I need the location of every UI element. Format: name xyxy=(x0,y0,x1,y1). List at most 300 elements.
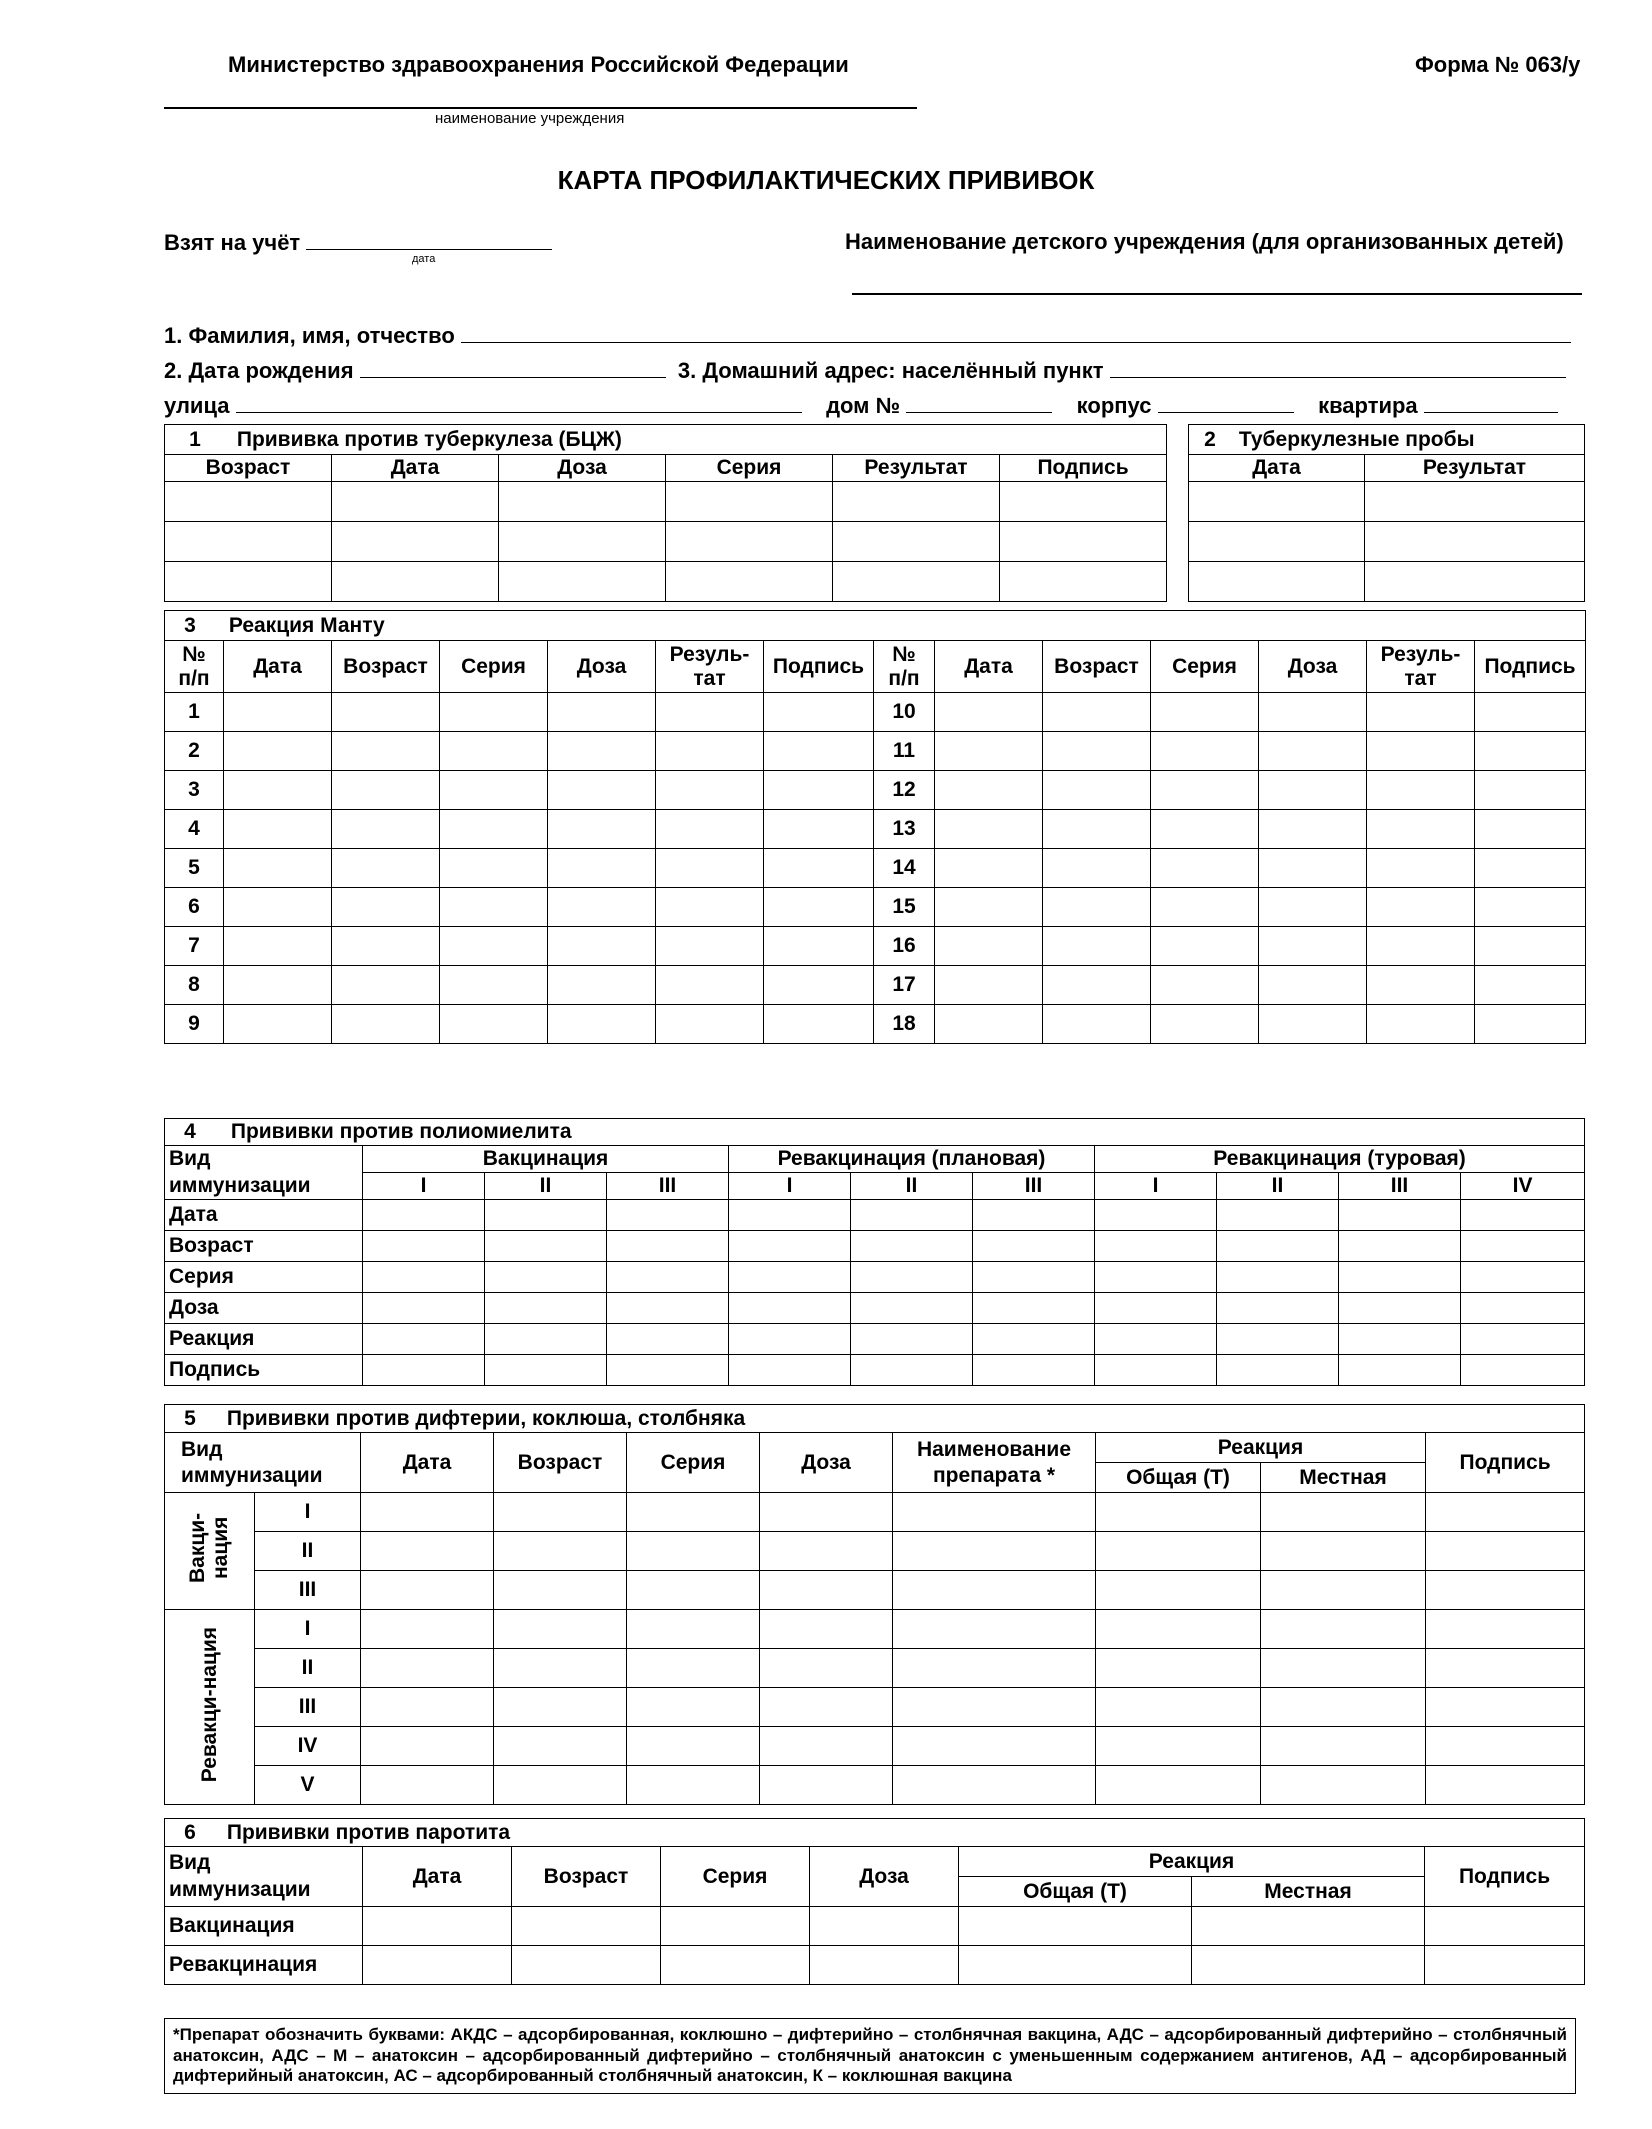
table-cell[interactable] xyxy=(1367,849,1475,888)
apt-input[interactable] xyxy=(1424,392,1558,413)
table-cell[interactable] xyxy=(363,1293,485,1324)
table-cell[interactable] xyxy=(729,1262,851,1293)
table-cell[interactable] xyxy=(224,732,332,771)
table-cell[interactable] xyxy=(760,1727,893,1766)
table-cell[interactable] xyxy=(494,1688,627,1727)
table-cell[interactable] xyxy=(548,888,656,927)
table-cell[interactable] xyxy=(607,1293,729,1324)
table-cell[interactable] xyxy=(1189,482,1365,522)
table-cell[interactable] xyxy=(1367,693,1475,732)
table-cell[interactable] xyxy=(1461,1324,1585,1355)
table-cell[interactable] xyxy=(1043,849,1151,888)
table-cell[interactable] xyxy=(656,693,764,732)
table-cell[interactable] xyxy=(1043,732,1151,771)
table-cell[interactable] xyxy=(485,1355,607,1386)
table-cell[interactable] xyxy=(764,888,874,927)
table-cell[interactable] xyxy=(1043,966,1151,1005)
table-cell[interactable] xyxy=(666,482,833,522)
table-cell[interactable] xyxy=(1259,810,1367,849)
table-cell[interactable] xyxy=(548,810,656,849)
table-cell[interactable] xyxy=(224,771,332,810)
table-cell[interactable] xyxy=(494,1727,627,1766)
table-cell[interactable] xyxy=(1095,1324,1217,1355)
table-cell[interactable] xyxy=(1096,1688,1261,1727)
table-cell[interactable] xyxy=(893,1571,1096,1610)
table-cell[interactable] xyxy=(1339,1293,1461,1324)
column-header: Серия xyxy=(440,641,548,693)
table-cell[interactable] xyxy=(851,1200,973,1231)
table-cell[interactable] xyxy=(729,1231,851,1262)
table-cell[interactable] xyxy=(1475,1005,1586,1044)
block-input[interactable] xyxy=(1158,392,1294,413)
table-cell[interactable] xyxy=(810,1907,959,1946)
table-cell[interactable] xyxy=(1367,810,1475,849)
table-cell[interactable] xyxy=(627,1688,760,1727)
table-cell[interactable] xyxy=(1261,1610,1426,1649)
table-cell[interactable] xyxy=(1475,732,1586,771)
settlement-input[interactable] xyxy=(1110,357,1566,378)
table-cell[interactable] xyxy=(494,1610,627,1649)
table-cell[interactable] xyxy=(764,771,874,810)
table-cell[interactable] xyxy=(1095,1355,1217,1386)
table-cell[interactable] xyxy=(764,849,874,888)
fio-input[interactable] xyxy=(461,322,1571,343)
table-cell[interactable] xyxy=(1367,1005,1475,1044)
table-cell[interactable] xyxy=(1339,1200,1461,1231)
table-cell[interactable] xyxy=(361,1727,494,1766)
table-cell[interactable] xyxy=(332,522,499,562)
kind-header xyxy=(165,1433,361,1493)
table-cell[interactable] xyxy=(1096,1493,1261,1532)
table-cell[interactable] xyxy=(656,810,764,849)
column-header: Серия xyxy=(1151,641,1259,693)
table-cell[interactable] xyxy=(1261,1571,1426,1610)
table-cell[interactable] xyxy=(1151,693,1259,732)
table-cell[interactable] xyxy=(627,1649,760,1688)
table-cell[interactable] xyxy=(1259,693,1367,732)
table-cell[interactable] xyxy=(973,1293,1095,1324)
table-cell[interactable] xyxy=(1367,771,1475,810)
table-cell[interactable] xyxy=(1095,1231,1217,1262)
table-cell[interactable] xyxy=(224,927,332,966)
table-cell[interactable] xyxy=(1096,1610,1261,1649)
table-cell[interactable] xyxy=(1339,1262,1461,1293)
table-cell[interactable] xyxy=(1367,888,1475,927)
table-cell[interactable] xyxy=(851,1355,973,1386)
table-cell[interactable] xyxy=(1096,1532,1261,1571)
table-cell[interactable] xyxy=(729,1293,851,1324)
table-cell[interactable] xyxy=(361,1649,494,1688)
table-cell[interactable] xyxy=(810,1946,959,1985)
table-cell[interactable] xyxy=(760,1571,893,1610)
table-cell[interactable] xyxy=(361,1493,494,1532)
table-cell[interactable] xyxy=(1043,1005,1151,1044)
table-cell[interactable] xyxy=(935,771,1043,810)
table-cell[interactable] xyxy=(440,1005,548,1044)
table-cell[interactable] xyxy=(1217,1262,1339,1293)
table-cell[interactable] xyxy=(656,888,764,927)
table-cell[interactable] xyxy=(764,927,874,966)
table-cell[interactable] xyxy=(607,1355,729,1386)
table-cell[interactable] xyxy=(851,1324,973,1355)
table-cell[interactable] xyxy=(760,1649,893,1688)
table-cell[interactable] xyxy=(833,522,1000,562)
table-cell[interactable] xyxy=(893,1532,1096,1571)
table-cell[interactable] xyxy=(494,1532,627,1571)
table-cell[interactable] xyxy=(764,966,874,1005)
table-cell[interactable] xyxy=(656,849,764,888)
mumps-table xyxy=(164,1818,1585,1985)
table-cell[interactable] xyxy=(512,1907,661,1946)
birth-date-input[interactable] xyxy=(360,357,666,378)
table-cell[interactable] xyxy=(1475,927,1586,966)
table-cell[interactable] xyxy=(1339,1324,1461,1355)
table-cell[interactable] xyxy=(332,810,440,849)
table-cell[interactable] xyxy=(1365,562,1585,602)
table-cell[interactable] xyxy=(332,849,440,888)
table-cell[interactable] xyxy=(1367,966,1475,1005)
table-cell[interactable] xyxy=(1095,1200,1217,1231)
table-cell[interactable] xyxy=(363,1200,485,1231)
table-cell[interactable] xyxy=(1339,1355,1461,1386)
table-cell[interactable] xyxy=(1426,1532,1585,1571)
table-cell[interactable] xyxy=(363,1324,485,1355)
table-cell[interactable] xyxy=(1461,1293,1585,1324)
table-cell[interactable] xyxy=(656,966,764,1005)
table-cell[interactable] xyxy=(332,732,440,771)
column-header: Доза xyxy=(1259,641,1367,693)
table-cell[interactable] xyxy=(485,1324,607,1355)
table-cell[interactable] xyxy=(851,1231,973,1262)
table-cell[interactable] xyxy=(729,1200,851,1231)
table-cell[interactable] xyxy=(607,1200,729,1231)
table-cell[interactable] xyxy=(973,1200,1095,1231)
table-cell[interactable] xyxy=(361,1610,494,1649)
institution-line[interactable] xyxy=(164,107,917,109)
table-cell[interactable] xyxy=(1365,482,1585,522)
table-cell[interactable] xyxy=(1000,482,1167,522)
table-cell[interactable] xyxy=(627,1727,760,1766)
table-cell[interactable] xyxy=(165,522,332,562)
table-cell[interactable] xyxy=(332,927,440,966)
table-cell[interactable] xyxy=(1096,1571,1261,1610)
table-cell[interactable] xyxy=(973,1355,1095,1386)
table-cell[interactable] xyxy=(440,771,548,810)
table-cell[interactable] xyxy=(1367,927,1475,966)
table-cell[interactable] xyxy=(1259,888,1367,927)
table-cell[interactable] xyxy=(973,1324,1095,1355)
table-cell[interactable] xyxy=(1192,1907,1425,1946)
table-cell[interactable] xyxy=(361,1571,494,1610)
table-cell[interactable] xyxy=(1217,1200,1339,1231)
table-cell[interactable] xyxy=(332,966,440,1005)
table-cell[interactable] xyxy=(1259,771,1367,810)
table-cell[interactable] xyxy=(363,1946,512,1985)
roman-row-label: I xyxy=(255,1610,361,1649)
table-cell[interactable] xyxy=(627,1766,760,1805)
table-cell[interactable] xyxy=(1096,1766,1261,1805)
table-cell[interactable] xyxy=(1426,1649,1585,1688)
table-cell[interactable] xyxy=(1261,1727,1426,1766)
table-cell[interactable] xyxy=(1192,1946,1425,1985)
table-cell[interactable] xyxy=(363,1355,485,1386)
kids-institution-input[interactable] xyxy=(852,293,1582,295)
table-cell[interactable] xyxy=(1259,849,1367,888)
table-cell[interactable] xyxy=(1475,888,1586,927)
table-cell[interactable] xyxy=(760,1493,893,1532)
table-row xyxy=(165,1571,1585,1610)
table-cell[interactable] xyxy=(656,732,764,771)
table-cell[interactable] xyxy=(363,1907,512,1946)
table-cell[interactable] xyxy=(363,1231,485,1262)
table-cell[interactable] xyxy=(224,810,332,849)
number-column-header xyxy=(874,641,935,693)
table-cell[interactable] xyxy=(332,482,499,522)
table-cell[interactable] xyxy=(165,482,332,522)
table-cell[interactable] xyxy=(1217,1355,1339,1386)
table-cell[interactable] xyxy=(1043,927,1151,966)
roman-row-label: III xyxy=(255,1688,361,1727)
table-cell[interactable] xyxy=(1259,732,1367,771)
table-cell[interactable] xyxy=(224,693,332,732)
table-cell[interactable] xyxy=(1217,1293,1339,1324)
table-cell[interactable] xyxy=(1261,1532,1426,1571)
table-cell[interactable] xyxy=(1043,810,1151,849)
table-cell[interactable] xyxy=(1367,732,1475,771)
row-number: 15 xyxy=(874,888,935,927)
table-cell[interactable] xyxy=(499,522,666,562)
table-cell[interactable] xyxy=(973,1231,1095,1262)
table-cell[interactable] xyxy=(1339,1231,1461,1262)
table-cell[interactable] xyxy=(607,1231,729,1262)
table-cell[interactable] xyxy=(627,1610,760,1649)
table-cell[interactable] xyxy=(935,810,1043,849)
table-cell[interactable] xyxy=(548,732,656,771)
table-cell[interactable] xyxy=(440,732,548,771)
table-cell[interactable] xyxy=(973,1262,1095,1293)
table-cell[interactable] xyxy=(485,1231,607,1262)
table-cell[interactable] xyxy=(1095,1293,1217,1324)
table-cell[interactable] xyxy=(893,1493,1096,1532)
table-cell[interactable] xyxy=(1461,1355,1585,1386)
table-cell[interactable] xyxy=(548,771,656,810)
table-cell[interactable] xyxy=(361,1532,494,1571)
table-cell[interactable] xyxy=(760,1532,893,1571)
table-cell[interactable] xyxy=(1043,771,1151,810)
table-cell[interactable] xyxy=(893,1649,1096,1688)
table-cell[interactable] xyxy=(548,966,656,1005)
table-cell[interactable] xyxy=(1475,966,1586,1005)
table-cell[interactable] xyxy=(440,927,548,966)
table-cell[interactable] xyxy=(1217,1324,1339,1355)
table-cell[interactable] xyxy=(485,1262,607,1293)
table-cell[interactable] xyxy=(935,927,1043,966)
table-cell[interactable] xyxy=(1096,1727,1261,1766)
table-cell[interactable] xyxy=(1426,1610,1585,1649)
table-cell[interactable] xyxy=(1189,562,1365,602)
table-cell[interactable] xyxy=(1259,927,1367,966)
table-cell[interactable] xyxy=(851,1293,973,1324)
table-cell[interactable] xyxy=(764,732,874,771)
table-cell[interactable] xyxy=(1261,1493,1426,1532)
table-cell[interactable] xyxy=(440,888,548,927)
table-cell[interactable] xyxy=(627,1571,760,1610)
table-cell[interactable] xyxy=(1151,927,1259,966)
table-cell[interactable] xyxy=(893,1727,1096,1766)
table-cell[interactable] xyxy=(764,810,874,849)
table-cell[interactable] xyxy=(494,1493,627,1532)
table-cell[interactable] xyxy=(1261,1649,1426,1688)
table-cell[interactable] xyxy=(332,562,499,602)
table-cell[interactable] xyxy=(1096,1649,1261,1688)
table-cell[interactable] xyxy=(1043,693,1151,732)
table-cell[interactable] xyxy=(1151,771,1259,810)
registered-date-input[interactable] xyxy=(306,229,552,250)
table-cell[interactable] xyxy=(1259,1005,1367,1044)
table-cell[interactable] xyxy=(332,888,440,927)
table-cell[interactable] xyxy=(935,966,1043,1005)
table-cell[interactable] xyxy=(440,849,548,888)
table-cell[interactable] xyxy=(666,522,833,562)
house-input[interactable] xyxy=(906,392,1052,413)
table-cell[interactable] xyxy=(1426,1766,1585,1805)
table-cell[interactable] xyxy=(764,1005,874,1044)
table-cell[interactable] xyxy=(1475,810,1586,849)
table-cell[interactable] xyxy=(1425,1907,1585,1946)
table-cell[interactable] xyxy=(1461,1262,1585,1293)
table-cell[interactable] xyxy=(1461,1231,1585,1262)
table-cell[interactable] xyxy=(224,849,332,888)
table-cell[interactable] xyxy=(729,1355,851,1386)
table-cell[interactable] xyxy=(935,849,1043,888)
roman-subheader: IV xyxy=(1461,1173,1585,1200)
table-cell[interactable] xyxy=(1475,693,1586,732)
table-cell[interactable] xyxy=(440,810,548,849)
table-cell[interactable] xyxy=(607,1262,729,1293)
table-cell[interactable] xyxy=(935,1005,1043,1044)
table-cell[interactable] xyxy=(666,562,833,602)
table-cell[interactable] xyxy=(1261,1688,1426,1727)
table-cell[interactable] xyxy=(764,693,874,732)
street-input[interactable] xyxy=(236,392,802,413)
table-cell[interactable] xyxy=(1425,1946,1585,1985)
table-cell[interactable] xyxy=(959,1907,1192,1946)
table-cell[interactable] xyxy=(499,562,666,602)
table-cell[interactable] xyxy=(893,1610,1096,1649)
table-row xyxy=(165,1262,1585,1293)
table-cell[interactable] xyxy=(1000,562,1167,602)
table-cell[interactable] xyxy=(494,1649,627,1688)
table-cell[interactable] xyxy=(332,693,440,732)
table-cell[interactable] xyxy=(1261,1766,1426,1805)
section-title: Прививка против туберкулеза (БЦЖ) xyxy=(236,427,622,451)
table-cell[interactable] xyxy=(893,1688,1096,1727)
table-cell[interactable] xyxy=(485,1293,607,1324)
table-cell[interactable] xyxy=(1426,1688,1585,1727)
table-cell[interactable] xyxy=(361,1688,494,1727)
house-label: дом № xyxy=(826,393,901,418)
table-cell[interactable] xyxy=(224,966,332,1005)
table-cell[interactable] xyxy=(332,771,440,810)
table-cell[interactable] xyxy=(332,1005,440,1044)
table-cell[interactable] xyxy=(361,1766,494,1805)
table-cell[interactable] xyxy=(760,1688,893,1727)
table-cell[interactable] xyxy=(935,888,1043,927)
table-cell[interactable] xyxy=(1426,1571,1585,1610)
table-cell[interactable] xyxy=(656,927,764,966)
table-cell[interactable] xyxy=(1259,966,1367,1005)
table-cell[interactable] xyxy=(760,1766,893,1805)
table-cell[interactable] xyxy=(1095,1262,1217,1293)
table-cell[interactable] xyxy=(1151,888,1259,927)
table-cell[interactable] xyxy=(1217,1231,1339,1262)
table-cell[interactable] xyxy=(485,1200,607,1231)
table-cell[interactable] xyxy=(1365,522,1585,562)
table-cell[interactable] xyxy=(548,927,656,966)
table-cell[interactable] xyxy=(833,482,1000,522)
table-cell[interactable] xyxy=(661,1946,810,1985)
table-cell[interactable] xyxy=(661,1907,810,1946)
table-cell[interactable] xyxy=(363,1262,485,1293)
table-cell[interactable] xyxy=(494,1766,627,1805)
table-cell[interactable] xyxy=(1475,849,1586,888)
institution-caption: наименование учреждения xyxy=(435,110,625,127)
table-cell[interactable] xyxy=(935,732,1043,771)
table-cell[interactable] xyxy=(833,562,1000,602)
table-cell[interactable] xyxy=(1043,888,1151,927)
table-cell[interactable] xyxy=(499,482,666,522)
table-cell[interactable] xyxy=(1151,849,1259,888)
table-cell[interactable] xyxy=(1151,732,1259,771)
column-header: Доза xyxy=(499,455,666,482)
table-cell[interactable] xyxy=(1461,1200,1585,1231)
table-cell[interactable] xyxy=(1475,771,1586,810)
table-cell[interactable] xyxy=(729,1324,851,1355)
table-cell[interactable] xyxy=(656,1005,764,1044)
table-cell[interactable] xyxy=(494,1571,627,1610)
table-cell[interactable] xyxy=(627,1493,760,1532)
table-cell[interactable] xyxy=(1151,966,1259,1005)
table-cell[interactable] xyxy=(512,1946,661,1985)
table-cell[interactable] xyxy=(893,1766,1096,1805)
table-cell[interactable] xyxy=(1151,1005,1259,1044)
table-cell[interactable] xyxy=(1189,522,1365,562)
table-cell[interactable] xyxy=(607,1324,729,1355)
table-cell[interactable] xyxy=(1000,522,1167,562)
table-cell[interactable] xyxy=(851,1262,973,1293)
table-cell[interactable] xyxy=(440,966,548,1005)
table-row xyxy=(165,1766,1585,1805)
table-cell[interactable] xyxy=(548,849,656,888)
table-cell[interactable] xyxy=(165,562,332,602)
table-cell[interactable] xyxy=(224,1005,332,1044)
result-line-1: Резуль- xyxy=(1380,643,1461,667)
table-cell[interactable] xyxy=(959,1946,1192,1985)
kind-line-1: Вид xyxy=(181,1438,223,1462)
table-cell[interactable] xyxy=(935,693,1043,732)
table-cell[interactable] xyxy=(548,693,656,732)
table-cell[interactable] xyxy=(760,1610,893,1649)
table-cell[interactable] xyxy=(1426,1727,1585,1766)
table-cell[interactable] xyxy=(1426,1493,1585,1532)
table-cell[interactable] xyxy=(440,693,548,732)
table-cell[interactable] xyxy=(548,1005,656,1044)
table-cell[interactable] xyxy=(224,888,332,927)
table-cell[interactable] xyxy=(656,771,764,810)
table-cell[interactable] xyxy=(1151,810,1259,849)
table-cell[interactable] xyxy=(627,1532,760,1571)
table-row xyxy=(165,1293,1585,1324)
